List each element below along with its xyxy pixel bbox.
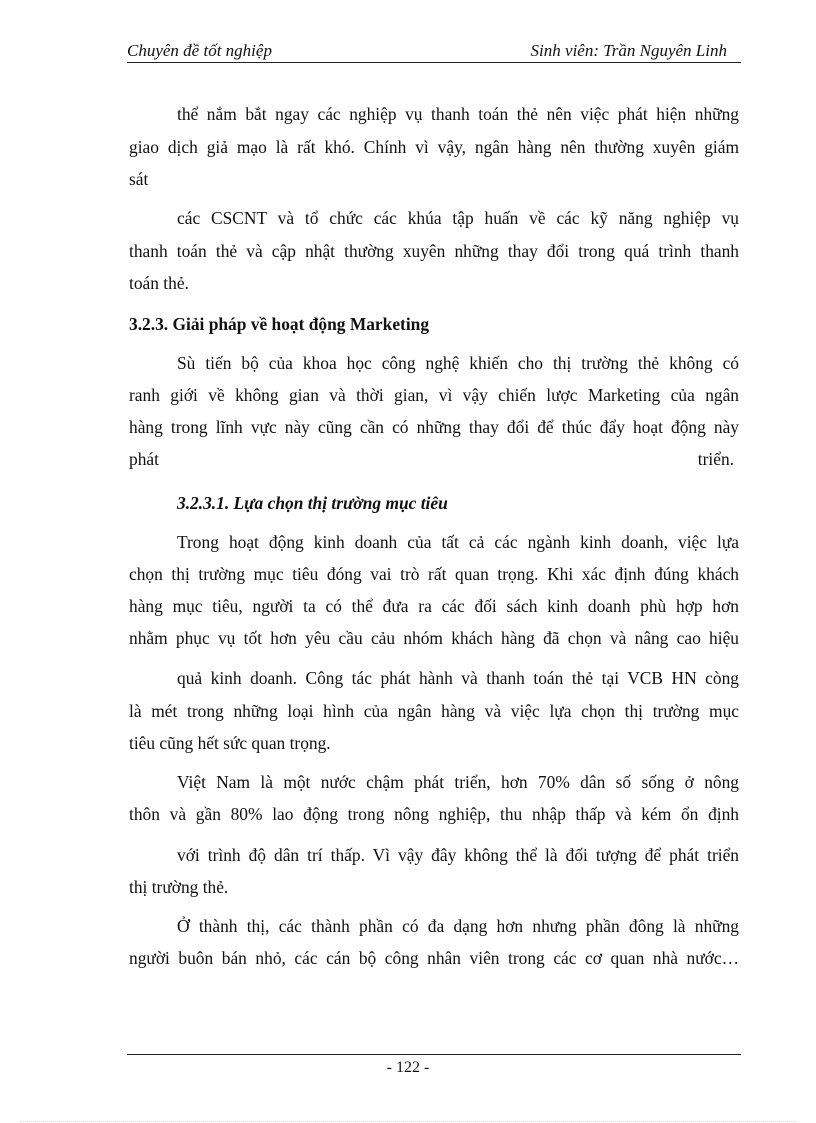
page-number: - 122 - bbox=[386, 1059, 430, 1076]
body-line: là mét trong những loại hình của ngân hàng và việc lựa chọn thị trường mục bbox=[129, 701, 739, 721]
page-bottom-dotted-rule bbox=[20, 1121, 796, 1122]
body-line: sát bbox=[129, 169, 149, 189]
body-line: hàng trong lĩnh vực này cũng cần có những thay đổi để thúc đẩy hoạt động này bbox=[129, 417, 739, 437]
body-line: giao dịch giả mạo là rất khó. Chính vì vậy, ngân hàng nên thường xuyên giám bbox=[129, 137, 739, 157]
body-line: phát bbox=[129, 449, 159, 469]
body-line: triển. bbox=[697, 449, 734, 469]
body-line: hàng mục tiêu, người ta có thể đưa ra các đối sách kinh doanh phù hợp hơn bbox=[129, 596, 739, 616]
body-line: với trình độ dân trí thấp. Vì vậy đây không thể là đối tượng để phát triển bbox=[177, 845, 739, 865]
body-line: thôn và gần 80% lao động trong nông nghiệp, thu nhập thấp và kém ổn định bbox=[129, 804, 739, 824]
body-line: Trong hoạt động kinh doanh của tất cả các ngành kinh doanh, việc lựa bbox=[177, 532, 739, 552]
body-line: ranh giới về không gian và thời gian, vì vậy chiến lược Marketing của ngân bbox=[129, 385, 739, 405]
section-heading: 3.2.3. Giải pháp về hoạt động Marketing bbox=[129, 314, 430, 334]
body-line: toán thẻ. bbox=[129, 273, 189, 293]
footer-rule bbox=[127, 1054, 741, 1055]
body-line: quả kinh doanh. Công tác phát hành và thanh toán thẻ tại VCB HN còng bbox=[177, 668, 739, 688]
body-line: thị trường thẻ. bbox=[129, 877, 229, 897]
header-title: Chuyên đề tốt nghiệp bbox=[127, 41, 272, 60]
body-line: các CSCNT và tổ chức các khúa tập huấn về các kỹ năng nghiệp vụ bbox=[177, 208, 739, 228]
page-header bbox=[127, 38, 741, 63]
body-line: thể nắm bắt ngay các nghiệp vụ thanh toán thẻ nên việc phát hiện những bbox=[177, 104, 739, 124]
body-line: thanh toán thẻ và cập nhật thường xuyên những thay đổi trong quá trình thanh bbox=[129, 241, 739, 261]
body-line: người buôn bán nhỏ, các cán bộ công nhân viên trong các cơ quan nhà nước… bbox=[129, 948, 739, 968]
body-line: Sù tiến bộ của khoa học công nghệ khiến cho thị trường thẻ không có bbox=[177, 353, 739, 373]
body-line: nhằm phục vụ tốt hơn yêu cầu cảu nhóm khách hàng đã chọn và nâng cao hiệu bbox=[129, 628, 739, 648]
body-line: tiêu cũng hết sức quan trọng. bbox=[129, 733, 331, 753]
body-line: Việt Nam là một nước chậm phát triển, hơn 70% dân số sống ở nông bbox=[177, 772, 739, 792]
header-author: Sinh viên: Trần Nguyên Linh bbox=[530, 41, 727, 60]
subsection-heading: 3.2.3.1. Lựa chọn thị trường mục tiêu bbox=[177, 493, 448, 513]
body-line: Ở thành thị, các thành phần có đa dạng hơn nhưng phần đông là những bbox=[177, 916, 739, 936]
body-line: chọn thị trường mục tiêu đóng vai trò rất quan trọng. Khi xác định đúng khách bbox=[129, 564, 739, 584]
